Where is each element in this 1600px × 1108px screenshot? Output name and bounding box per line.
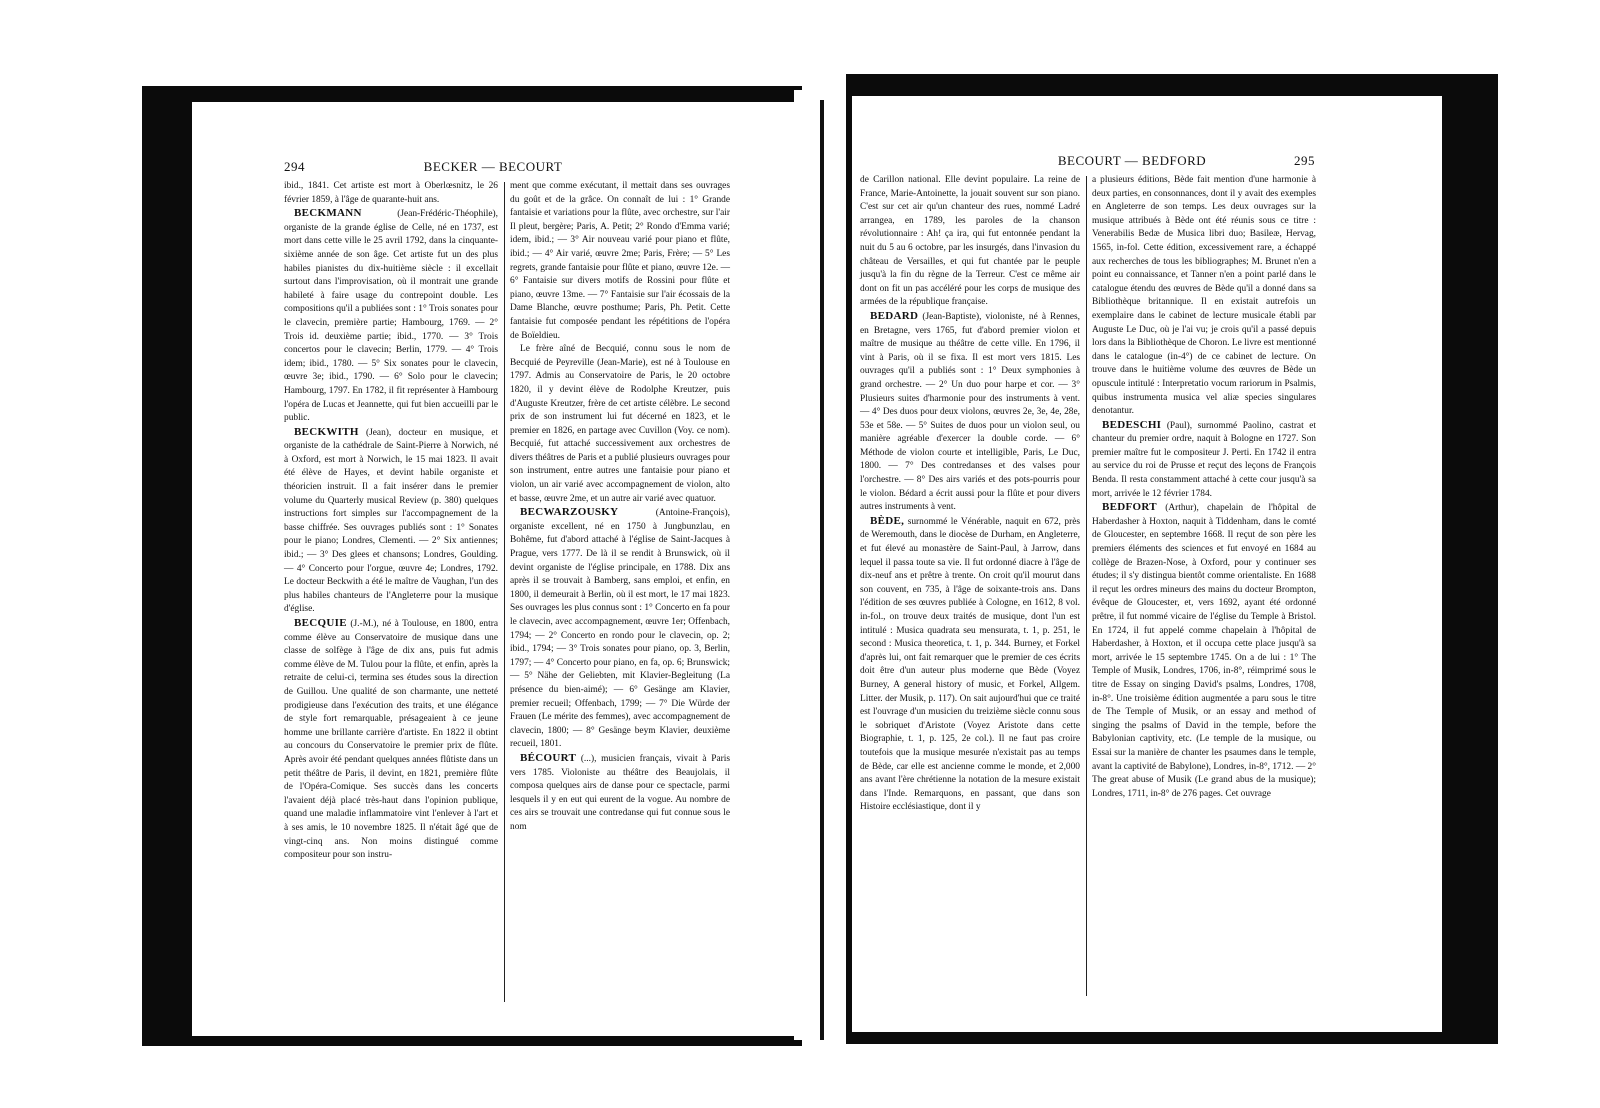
dictionary-paragraph <box>1092 501 1316 801</box>
dictionary-paragraph <box>860 310 1080 515</box>
entry-headword: BECQUIE <box>294 617 347 629</box>
left-page <box>192 102 794 1036</box>
left-page-header <box>192 159 794 175</box>
entry-text: Le frère aîné de Becquié, connu sous le nom de Becquié de Peyreville (Jean-Marie), est né à Toulouse en 1797. Admis au Conservatoire de Paris, le 20 octobre 1820, il y devint élève de Rodolphe Kreutzer, puis d'Auguste Kreutzer, frère de cet artiste célèbre. Le second prix de son instrument lui fut décerné en 1823, et le premier en 1826, en partage avec Cuvillon (Voy. ce nom). Becquié, fut attaché successivement aux orchestres de divers théâtres de Paris et a publié plusieurs ouvrages pour son instrument, entre autres une fantaisie pour piano et violon, un air varié avec accompagnement de violon, alto et basse, œuvre 2me, et un autre air varié avec quatuor. <box>510 344 730 504</box>
entry-text: ibid., 1841. Cet artiste est mort à Oberlœsnitz, le 26 février 1859, à l'âge de quarante-huit ans. <box>284 181 498 205</box>
entry-headword: BEDESCHI <box>1102 418 1162 431</box>
entry-text: (Arthur), chapelain de l'hôpital de Haberdasher à Hoxton, naquit à Tiddenham, dans le comté de Gloucester, en septembre 1668. Il reçut de son père les premiers éléments des sciences et fut envoyé en 1684 au collège de Brazen-Nose, à Oxford, pour y continuer ses études; il s'y distingua bientôt comme orientaliste. En 1688 il reçut les ordres mineurs des mains du docteur Brompton, évêque de Gloucester, et, vers 1692, ayant été ordonné prêtre, il fut nommé vicaire de l'église du Temple à Bristol. En 1724, il fut appelé comme chapelain à l'hôpital de Haberdasher, à Hoxton, et il occupa cette place jusqu'à sa mort, arrivée le 15 septembre 1745. On a de lui : 1° The Temple of Musik, Londres, 1706, in-8°, réimprimé sous le titre de Essay on singing David's psalms, Londres, 1708, in-8°. Une troisième édition augmentée a paru sous le titre de The Temple of Musik, or an essay and method of singing the psalms of David in the temple, before the Babylonian captivity, etc. (Le temple de la musique, ou Essai sur la manière de chanter les psaumes dans le temple, avant la captivité de Babylone), Londres, in-8°, 1712. — 2° The great abuse of Musik (Le grand abus de la musique); Londres, 1711, in-8° de 276 pages. Cet ouvrage <box>1092 503 1317 799</box>
entry-text: (Antoine-François), organiste excellent, né en 1750 à Jungbunzlau, en Bohême, fut d'abord attaché à l'église de Saint-Jacques à Prague, vers 1777. De là il se rendit à Brunswick, où il devint organiste de l'église principale, en 1788. Dix ans après il se trouvait à Bamberg, sans emploi, et enfin, en 1800, il demeurait à Berlin, où il est mort, le 17 mai 1823. Ses ouvrages les plus connus sont : 1° Concerto en fa pour le clavecin, avec accompagnement, œuvre 1er; Offenbach, 1794; — 2° Concerto en rondo pour le clavecin, op. 2; ibid., 1794; — 3° Trois sonates pour piano, op. 3, Berlin, 1797; — 4° Concerto pour piano, en fa, op. 6; Brunswick; — 5° Nähe der Geliebten, mit Klavier-Begleitung (La présence du bien-aimé); — 6° Gesänge am Klavier, premier recueil; Offenbach, 1799; — 7° Die Würde der Frauen (Le mérite des femmes), avec accompagnement de clavecin, 1800; — 8° Gesänge beym Klavier, deuxième recueil, 1801. <box>510 508 730 750</box>
entry-text: (J.-M.), né à Toulouse, en 1800, entra comme élève au Conservatoire de musique dans une classe de solfège à l'âge de dix ans, puis fut admis comme élève de M. Tulou pour la flûte, et enfin, après la retraite de celui-ci, termina ses études sous la direction de Guillou. Une qualité de son charmante, une netteté prodigieuse dans l'exécution des traits, et une élégance de style fort remarquable, présageaient à ce jeune homme une brillante carrière d'artiste. En 1822 il obtint au concours du Conservatoire le premier prix de flûte. Après avoir été pendant quelques années flûtiste dans un petit théâtre de Paris, il devint, en 1821, première flûte de l'Opéra-Comique. Ses succès dans les concerts l'avaient déjà placé très-haut dans l'opinion publique, quand une maladie inflammatoire vint l'enlever à l'art et à ses amis, le 10 novembre 1825. Il n'était âgé que de vingt-cinq ans. Non moins distingué comme compositeur pour son instru- <box>284 619 499 861</box>
entry-text: de Carillon national. Elle devint populaire. La reine de France, Marie-Antoinette, la jouait souvent sur son piano. C'est sur cet air qu'un chanteur des rues, nommé Ladré arrangea, en 1789, les paroles de la chanson révolutionnaire : Ah! ça ira, qui fut entonnée pendant la nuit du 5 au 6 octobre, par les insurgés, dans l'invasion du château de Versailles, et qui fut chantée par le peuple jusqu'à la fin du règne de la Terreur. C'est ce même air dont on fit un pas accéléré pour les corps de musique des armées de la république française. <box>860 175 1080 308</box>
entry-headword: BÈDE, <box>870 514 905 527</box>
dictionary-paragraph <box>284 207 498 426</box>
right-page-number: 295 <box>1294 153 1315 168</box>
entry-headword: BECKWITH <box>294 425 359 438</box>
entry-headword: BEDFORT <box>1102 501 1157 514</box>
dictionary-paragraph <box>510 506 730 752</box>
right-page <box>852 96 1442 1032</box>
left-page-number: 294 <box>284 159 305 174</box>
entry-headword: BECWARZOUSKY <box>520 506 619 519</box>
dictionary-paragraph <box>510 752 730 835</box>
dictionary-paragraph <box>1092 174 1316 419</box>
entry-text: (Jean-Frédéric-Théophile), organiste de la grande église de Celle, né en 1737, est mort dans cette ville le 25 avril 1792, dans la cinquante-sixième année de son âge. Cet artiste fut un des plus habiles pianistes du dix-huitième siècle : il excellait surtout dans l'improvisation, où il montrait une grande habileté à faire usage du contrepoint double. Les compositions qu'il a publiées sont : 1° Trois sonates pour le clavecin, première partie; Hambourg, 1769. — 2° Trois id. deuxième partie; ibid., 1770. — 3° Trois concertos pour le clavecin; Berlin, 1779. — 4° Trois idem; ibid., 1780. — 5° Six sonates pour le clavecin, œuvre 3e; ibid., 1790. — 6° Solo pour le clavecin; Hambourg, 1797. En 1782, il fit représenter à Hambourg l'opéra de Lucas et Jeannette, qui fut bien accueilli par le public. <box>284 209 498 424</box>
entry-headword: BECKMANN <box>294 207 362 220</box>
left-column-rule <box>504 182 505 1002</box>
dictionary-paragraph <box>510 343 730 506</box>
dictionary-paragraph <box>510 180 730 343</box>
dictionary-paragraph <box>860 174 1080 310</box>
entry-text: ment que comme exécutant, il mettait dans ses ouvrages du goût et de la grâce. On connaît de lui : 1° Grande fantaisie et variations pour la flûte, avec orchestre, sur l'air Il pleut, bergère; Paris, A. Petit; 2° Rondo d'Emma varié; idem, ibid.; — 3° Air nouveau varié pour piano et flûte, ibid.; — 4° Air varié, œuvre 2me; Paris, Frère; — 5° Les regrets, grande fantaisie pour flûte et piano, œuvre 12e. — 6° Fantaisie sur divers motifs de Rossini pour flûte et piano, œuvre 13me. — 7° Fantaisie sur l'air écossais de la Dame Blanche, œuvre posthume; Paris, Ph. Petit. Cette fantaisie fut composée pendant les répétitions de l'opéra de Boïeldieu. <box>510 181 730 341</box>
entry-headword: BÉCOURT <box>520 751 577 764</box>
entry-text: a plusieurs éditions, Bède fait mention d'une harmonie à deux parties, en consonnances, dont il y avait des exemples en Angleterre de son temps. Les deux ouvrages sur la musique attribués à Bède ont été réunis sous ce titre : Venerabilis Bedæ de Musica libri duo; Basileæ, Hervag, 1565, in-fol. Cette édition, excessivement rare, a échappé aux recherches de tous les bibliographes; M. Brunet n'en a point eu connaissance, et Tanner n'en a point parlé dans le catalogue étendu des œuvres de Bède qu'il a donné dans sa Bibliothèque britannique. Il en existait autrefois un exemplaire dans le cabinet de lecture musicale établi par Auguste Le Duc, où je l'ai vu; je crois qu'il a passé depuis lors dans la Bibliothèque de Choron. Le livre est mentionné dans le catalogue (in-4°) de ce cabinet de lecture. On trouve dans le huitième volume des œuvres de Bède un opuscule intitulé : Interpretatio vocum rariorum in Psalmis, quibus instrumenta musica vel aliæ species singulares denotantur. <box>1092 175 1316 417</box>
left-column-1 <box>284 180 498 863</box>
right-column-2 <box>1092 174 1316 801</box>
entry-text: surnommé le Vénérable, naquit en 672, près de Weremouth, dans le diocèse de Durham, en Angleterre, et fut élevé au monastère de Saint-Paul, à Jarrow, dans lequel il passa toute sa vie. Il fut ordonné diacre à l'âge de dix-neuf ans et prêtre à trente. On croit qu'il mourut dans son couvent, en 735, à l'âge de soixante-trois ans. Dans l'édition de ses œuvres publiée à Cologne, en 1612, 8 vol. in-fol., on trouve deux traités de musique, dont l'un est intitulé : Musica quadrata seu mensurata, t. 1, p. 251, le second : Musica theoretica, t. 1, p. 344. Burney, et Forkel d'après lui, ont fait remarquer que le premier de ces écrits doit être d'un auteur plus moderne que Bède (Voyez Burney, A general history of music, et Forkel, Allgem. Litter. der Musik, p. 117). On sait aujourd'hui que ce traité est l'ouvrage d'un musicien du treizième siècle connu sous le sobriquet d'Aristote (Voyez Aristote dans cette Biographie, t. 1, p. 125, 2e col.). Il ne faut pas croire toutefois que la musique mesurée n'existait pas au temps de Bède, car elle est ancienne comme le monde, et 2,000 ans avant l'ère chrétienne la notation de la mesure existait dans l'Inde. Remarquons, en passant, que dans son Histoire ecclésiastique, dont il y <box>860 516 1081 813</box>
entry-text: (...), musicien français, vivait à Paris vers 1785. Violoniste au théâtre des Beaujolais, il composa quelques airs de danse pour ce spectacle, parmi lesquels il y en eut qui eurent de la vogue. Au nombre de ces airs se trouvait une contredanse qui fut connue sous le nom <box>510 753 730 832</box>
right-column-1 <box>860 174 1080 815</box>
right-column-rule <box>1086 176 1087 996</box>
right-page-header <box>852 153 1442 169</box>
dictionary-paragraph <box>860 515 1080 815</box>
entry-text: (Jean), docteur en musique, et organiste de la cathédrale de Saint-Pierre à Norwich, né à Oxford, est mort à Norwich, le 15 mai 1823. Il avait été élève de Hayes, et devint habile organiste et théoricien instruit. Il a fait insérer dans le premier volume du Quarterly musical Review (p. 380) quelques instructions fort simples sur l'accompagnement de la basse chiffrée. Ses ouvrages publiés sont : 1° Sonates pour le piano; Londres, Clementi. — 2° Six antiennes; ibid.; — 3° Des glees et chansons; Londres, Goulding. — 4° Concerto pour l'orgue, œuvre 4e; Londres, 1792. Le docteur Beckwith a été le maître de Vaughan, l'un des plus habiles chanteurs de l'Angleterre pour la musique d'église. <box>284 427 498 615</box>
dictionary-paragraph <box>284 617 498 863</box>
entry-headword: BEDARD <box>870 309 919 322</box>
dictionary-paragraph <box>1092 419 1316 502</box>
gutter-spine-line <box>820 100 824 1040</box>
right-running-head: BECOURT — BEDFORD <box>1057 153 1207 168</box>
left-running-head: BECKER — BECOURT <box>423 159 563 174</box>
entry-text: (Paul), surnommé Paolino, castrat et chanteur du premier ordre, naquit à Bologne en 1727. Son premier maître fut le compositeur J. Perti. En 1742 il entra au service du roi de Prusse et reçut des leçons de François Benda. Il resta constamment attaché à cette cour jusqu'à sa mort, arrivée le 12 février 1784. <box>1092 420 1317 499</box>
dictionary-paragraph <box>284 180 498 207</box>
dictionary-paragraph <box>284 426 498 617</box>
left-column-2 <box>510 180 730 835</box>
entry-text: (Jean-Baptiste), violoniste, né à Rennes, en Bretagne, vers 1765, fut d'abord premier violon et maître de musique au théâtre de cette ville. En 1796, il vint à Paris, où il se fixa. Il est mort vers 1815. Les ouvrages qu'il a publiés sont : 1° Deux symphonies à grand orchestre. — 2° Un duo pour harpe et cor. — 3° Plusieurs suites d'harmonie pour des instruments à vent. — 4° Des duos pour deux violons, œuvres 2e, 3e, 4e, 28e, 53e et 58e. — 5° Suites de duos pour un violon seul, ou manière agréable d'exercer la double corde. — 6° Méthode de violon courte et intelligible, Paris, Le Duc, 1800. — 7° Des contredanses et des valses pour l'orchestre. — 8° Des airs variés et des pots-pourris pour le violon. Bédard a écrit aussi pour la flûte et pour divers autres instruments à vent. <box>860 311 1080 513</box>
